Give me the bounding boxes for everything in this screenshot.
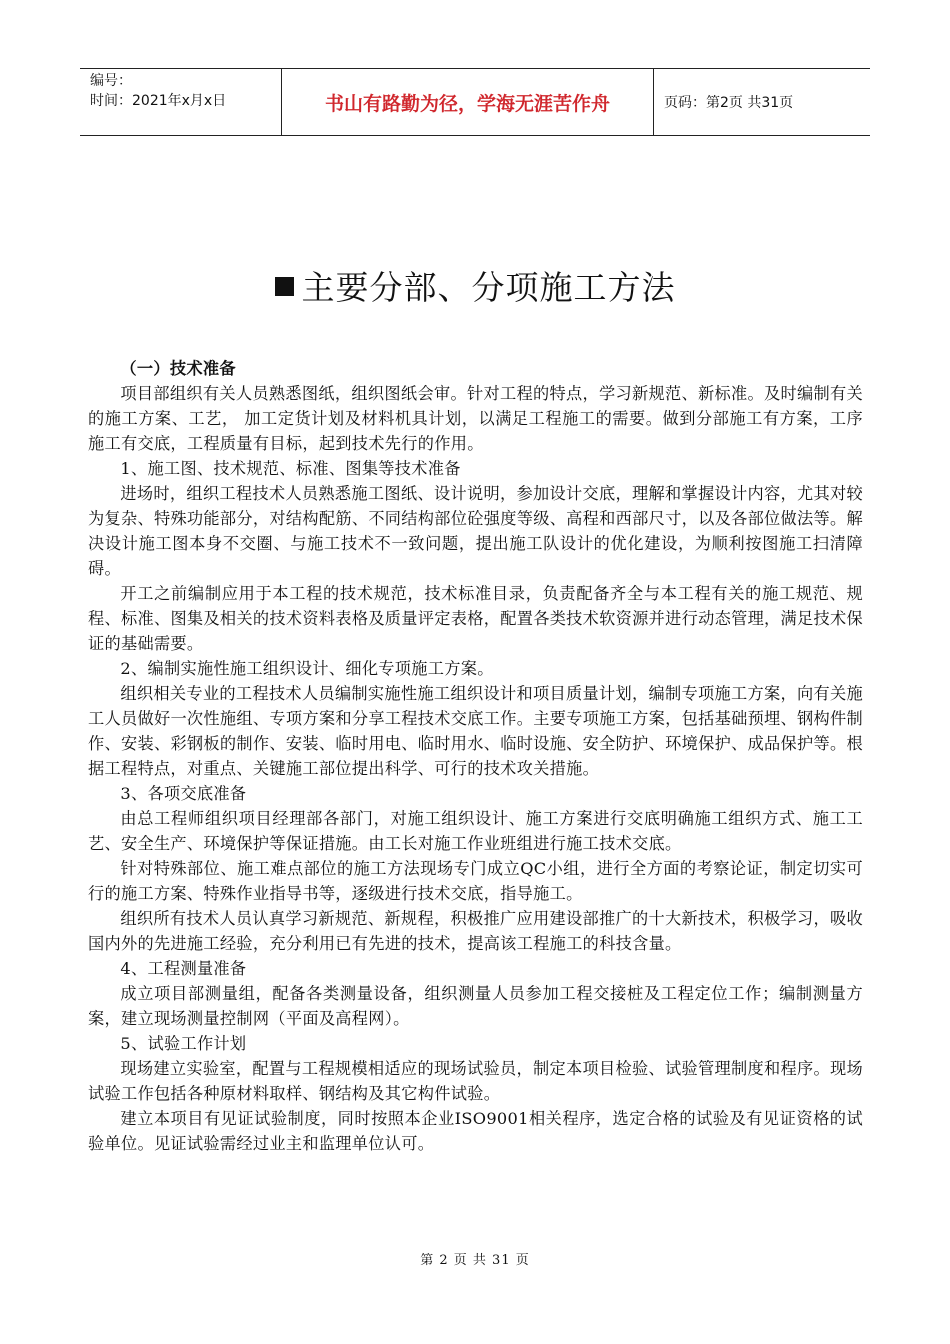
- page-title: [0, 262, 950, 309]
- page-footer: 第 2 页 共 31 页: [420, 1253, 530, 1268]
- subheading: 4、工程测量准备: [120, 959, 247, 978]
- header-page-info: 页码：第2页 共31页: [664, 95, 794, 111]
- paragraph: 成立项目部测量组，配备各类测量设备，组织测量人员参加工程交接桩及工程定位工作；编制测量方案，建立现场测量控制网（平面及高程网）。: [88, 984, 863, 1028]
- paragraph: 组织所有技术人员认真学习新规范、新规程，积极推广应用建设部推广的十大新技术，积极学习，吸收国内外的先进施工经验，充分利用已有先进的技术，提高该工程施工的科技含量。: [88, 909, 863, 953]
- header-date: 时间：2021年x月x日: [90, 93, 227, 109]
- subheading: 3、各项交底准备: [120, 784, 247, 803]
- paragraph: 组织相关专业的工程技术人员编制实施性施工组织设计和项目质量计划，编制专项施工方案，向有关施工人员做好一次性施组、专项方案和分享工程技术交底工作。主要专项施工方案，包括基础预埋、钢构件制作、安装、彩钢板的制作、安装、临时用电、临时用水、临时设施、安全防护、环境保护、成品保护等。根据工程特点，对重点、关键施工部位提出科学、可行的技术攻关措施。: [88, 684, 863, 778]
- paragraph: 现场建立实验室，配置与工程规模相适应的现场试验员，制定本项目检验、试验管理制度和程序。现场试验工作包括各种原材料取样、钢结构及其它构件试验。: [88, 1059, 863, 1103]
- paragraph: 由总工程师组织项目经理部各部门，对施工组织设计、施工方案进行交底明确施工组织方式、施工工艺、安全生产、环境保护等保证措施。由工长对施工作业班组进行施工技术交底。: [88, 809, 863, 853]
- subheading: 1、施工图、技术规范、标准、图集等技术准备: [120, 459, 461, 478]
- header-meta: [80, 69, 282, 135]
- header-motto: 书山有路勤为径，学海无涯苦作舟: [282, 69, 654, 135]
- paragraph: 建立本项目有见证试验制度，同时按照本企业ISO9001相关程序，选定合格的试验及有见证资格的试验单位。见证试验需经过业主和监理单位认可。: [88, 1109, 863, 1153]
- black-square-icon: [275, 277, 294, 296]
- section-heading: （一）技术准备: [120, 359, 236, 378]
- paragraph: 进场时，组织工程技术人员熟悉施工图纸、设计说明，参加设计交底，理解和掌握设计内容，尤其对较为复杂、特殊功能部分，对结构配筋、不同结构部位砼强度等级、高程和西部尺寸，以及各部位做法等。解决设计施工图本身不交圈、与施工技术不一致问题，提出施工队设计的优化建设，为顺利按图施工扫清障碍。: [88, 484, 863, 578]
- subheading: 2、编制实施性施工组织设计、细化专项施工方案。: [120, 659, 494, 678]
- paragraph: 开工之前编制应用于本工程的技术规范，技术标准目录，负责配备齐全与本工程有关的施工规范、规程、标准、图集及相关的技术资料表格及质量评定表格，配置各类技术软资源并进行动态管理，满足技术保证的基础需要。: [88, 584, 863, 653]
- header-code-label: 编号：: [90, 73, 132, 89]
- paragraph: 项目部组织有关人员熟悉图纸，组织图纸会审。针对工程的特点，学习新规范、新标准。及时编制有关的施工方案、工艺， 加工定货计划及材料机具计划，以满足工程施工的需要。做到分部施工有方案，工序施工有交底，工程质量有目标，起到技术先行的作用。: [88, 384, 863, 453]
- page-title-text: 主要分部、分项施工方法: [301, 268, 676, 307]
- paragraph: 针对特殊部位、施工难点部位的施工方法现场专门成立QC小组，进行全方面的考察论证，制定切实可行的施工方案、特殊作业指导书等，逐级进行技术交底，指导施工。: [88, 859, 863, 903]
- body-text: [88, 356, 863, 1156]
- page-header: [80, 68, 870, 136]
- subheading: 5、试验工作计划: [120, 1034, 247, 1053]
